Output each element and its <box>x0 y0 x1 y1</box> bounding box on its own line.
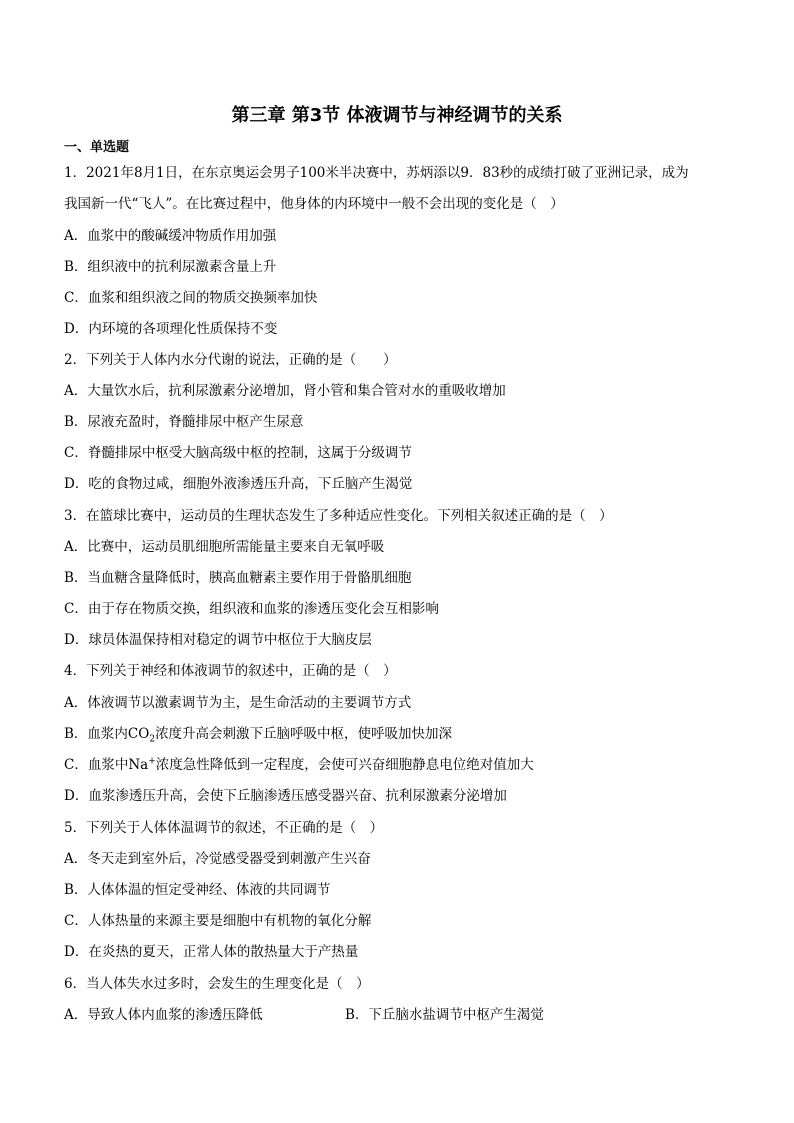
question-2-option-a: A．大量饮水后，抗利尿激素分泌增加，肾小管和集合管对水的重吸收增加 <box>64 383 506 399</box>
question-6-option-b: B．下丘脑水盐调节中枢产生渴觉 <box>345 1007 544 1023</box>
option-b-text-post: 浓度升高会刺激下丘脑呼吸中枢，使呼吸加快加深 <box>155 726 453 742</box>
question-4-stem: 4．下列关于神经和体液调节的叙述中，正确的是（ ） <box>64 663 397 679</box>
question-3-option-c: C．由于存在物质交换，组织液和血浆的渗透压变化会互相影响 <box>64 601 439 617</box>
page-title: 第三章 第3节 体液调节与神经调节的关系 <box>231 105 563 126</box>
question-1-stem-line-2: 我国新一代“飞人”。在比赛过程中，他身体的内环境中一般不会出现的变化是（ ） <box>64 196 564 212</box>
question-1-option-a: A．血浆中的酸碱缓冲物质作用加强 <box>64 228 277 244</box>
question-4-option-a: A．体液调节以激素调节为主，是生命活动的主要调节方式 <box>64 695 412 711</box>
question-2-stem: 2．下列关于人体内水分代谢的说法，正确的是（ ） <box>64 352 397 368</box>
question-5-option-c: C．人体热量的来源主要是细胞中有机物的氧化分解 <box>64 913 372 929</box>
question-4-option-d: D．血浆渗透压升高，会使下丘脑渗透压感受器兴奋、抗利尿激素分泌增加 <box>64 788 507 804</box>
subscript-2: 2 <box>149 734 156 745</box>
question-5-stem: 5．下列关于人体体温调节的叙述，不正确的是（ ） <box>64 820 384 836</box>
question-2-option-b: B．尿液充盈时，脊髓排尿中枢产生尿意 <box>64 414 304 430</box>
question-5-option-d: D．在炎热的夏天，正常人体的散热量大于产热量 <box>64 944 359 960</box>
question-5-option-b: B．人体体温的恒定受神经、体液的共同调节 <box>64 882 331 898</box>
section-heading: 一、单选题 <box>64 140 130 155</box>
question-2-option-d: D．吃的食物过咸，细胞外液渗透压升高，下丘脑产生渴觉 <box>64 476 413 492</box>
question-4-option-c <box>64 755 534 775</box>
question-1-option-c: C．血浆和组织液之间的物质交换频率加快 <box>64 290 318 306</box>
question-3-option-a: A．比赛中，运动员肌细胞所需能量主要来自无氧呼吸 <box>64 539 385 555</box>
question-2-option-c: C．脊髓排尿中枢受大脑高级中枢的控制，这属于分级调节 <box>64 445 412 461</box>
superscript-plus: + <box>148 756 156 767</box>
question-6-option-a: A．导致人体内血浆的渗透压降低 <box>64 1007 263 1023</box>
question-1-option-b: B．组织液中的抗利尿激素含量上升 <box>64 259 277 275</box>
option-c-text-post: 浓度急性降低到一定程度，会使可兴奋细胞静息电位绝对值加大 <box>155 757 534 773</box>
question-4-option-b <box>64 724 452 744</box>
question-3-option-d: D．球员体温保持相对稳定的调节中枢位于大脑皮层 <box>64 632 372 648</box>
option-c-text-pre: C．血浆中Na <box>64 757 149 773</box>
question-3-option-b: B．当血糖含量降低时，胰高血糖素主要作用于骨骼肌细胞 <box>64 570 412 586</box>
question-1-stem-line-1: 1．2021年8月1日，在东京奥运会男子100米半决赛中，苏炳添以9．83秒的成绩打破了亚洲记录，成为 <box>64 165 689 181</box>
question-1-option-d: D．内环境的各项理化性质保持不变 <box>64 321 278 337</box>
question-3-stem: 3．在篮球比赛中，运动员的生理状态发生了多种适应性变化。下列相关叙述正确的是（ ） <box>64 508 613 524</box>
question-5-option-a: A．冬天走到室外后，冷觉感受器受到刺激产生兴奋 <box>64 851 371 867</box>
option-b-text-pre: B．血浆内CO <box>64 726 150 742</box>
question-6-stem: 6．当人体失水过多时，会发生的生理变化是（ ） <box>64 976 370 992</box>
